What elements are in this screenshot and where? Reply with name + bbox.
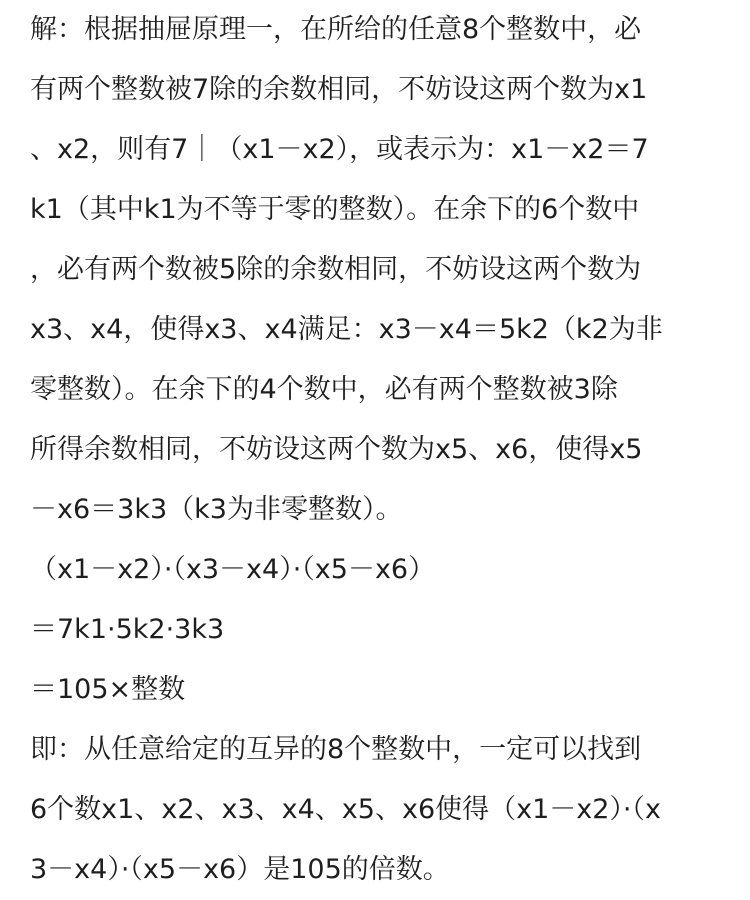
- solution-text: [30, 0, 730, 895]
- text-line-9: －x6＝3k3（k3为非零整数）。: [30, 494, 403, 525]
- text-line-12: ＝105×整数: [30, 674, 186, 705]
- text-line-13: 即：从任意给定的互异的8个整数中，一定可以找到: [30, 734, 642, 765]
- text-line-10: （x1－x2）·（x3－x4）·（x5－x6）: [30, 554, 436, 585]
- text-line-6: x3、x4，使得x3、x4满足：x3－x4＝5k2（k2为非: [30, 314, 663, 345]
- text-line-2: 有两个整数被7除的余数相同，不妨设这两个数为x1: [30, 74, 648, 105]
- text-line-8: 所得余数相同，不妨设这两个数为x5、x6，使得x5: [30, 434, 643, 465]
- text-line-7: 零整数）。在余下的4个数中，必有两个整数被3除: [30, 374, 618, 405]
- text-line-1: 解：根据抽屉原理一，在所给的任意8个整数中，必: [30, 14, 642, 45]
- text-line-4: k1（其中k1为不等于零的整数）。在余下的6个数中: [30, 194, 640, 225]
- text-line-3: 、x2，则有7｜（x1－x2），或表示为：x1－x2＝7: [30, 134, 649, 165]
- text-line-15: 3－x4）·（x5－x6）是105的倍数。: [30, 854, 450, 885]
- text-line-14: 6个数x1、x2、x3、x4、x5、x6使得（x1－x2）·（x: [30, 794, 661, 825]
- text-line-11: ＝7k1·5k2·3k3: [30, 614, 225, 645]
- text-line-5: ，必有两个数被5除的余数相同，不妨设这两个数为: [30, 254, 642, 285]
